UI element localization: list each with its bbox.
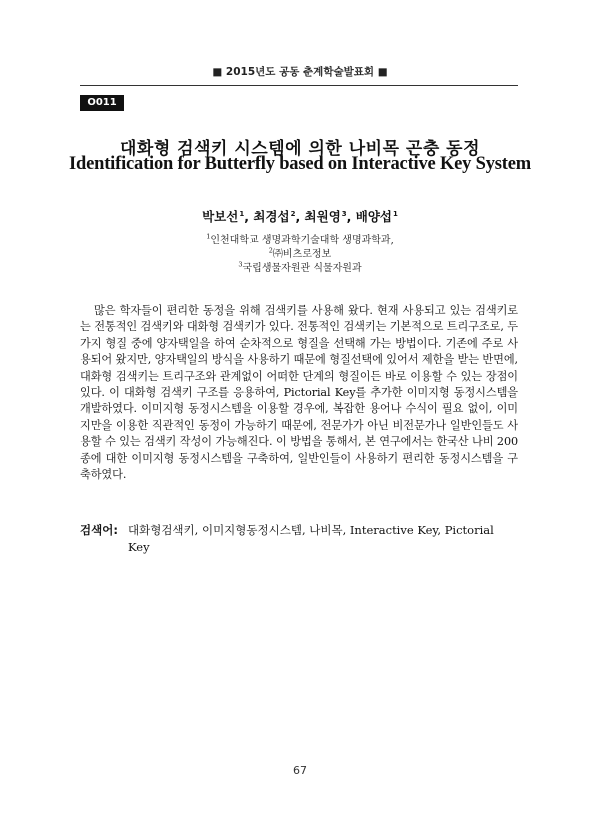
conference-header: ■ 2015년도 공동 춘계학술발표회 ■ (212, 66, 388, 78)
author-name: 배양섭 (355, 209, 392, 224)
author-sup: 2 (290, 209, 296, 218)
keywords-label: 검색어: (80, 523, 118, 537)
author-sup: 1 (393, 209, 398, 218)
affiliation-3 (0, 259, 600, 274)
author-sup: 1 (239, 209, 245, 218)
affiliation-2 (0, 245, 600, 260)
keywords-text: 대화형검색키, 이미지형동정시스템, 나비목, Interactive Key, Pictorial Key (128, 523, 494, 554)
author-list: 박보선$^1$, 최경섭$^2$, 최원영$^3$, 배양섭$^1$ (202, 209, 398, 224)
title-korean: 대화형 검색키 시스템에 의한 나비목 곤충 동정 (119, 139, 481, 159)
title-english: Identification for Butterfly based on Interactive Key System (69, 154, 531, 174)
keywords-block (80, 522, 518, 556)
page-number: 67 (293, 764, 307, 777)
header-divider (80, 85, 518, 86)
author-name: 최경섭 (253, 209, 290, 224)
affiliation-sup: 1 (206, 232, 211, 241)
affiliation-text: ㈜비츠로정보 (272, 249, 332, 260)
affiliation-sup: 3 (238, 260, 243, 269)
abstract-body: 많은 학자들이 편리한 동정을 위해 검색키를 사용해 왔다. 현재 사용되고 있는 검색키로는 전통적인 검색키와 대화형 검색키가 있다. 전통적인 검색키는 기본적으로 트리구조로, 두 가지 형질 중에 양자택일을 하여 순차적으로 형질을 선택해 가는 방법이다. 기존에 주로 사용되어 왔지만, 양자택일의 방식을 사용하기 때문에 형질선택에 있어서 제한을 받는 반면에, 대화형 검색키는 트리구조와 관계없이 어떠한 단계의 형질이든 바로 이용할 수 있는 장점이 있다. 이 대화형 검색키 구조를 응용하여, Pictorial Key를 추가한 이미지형 동정시스템을 개발하였다. 이미지형 동정시스템을 이용할 경우에, 복잡한 용어나 수식이 필요 없이, 이미지만을 이용한 직관적인 동정이 가능하기 때문에, 전문가가 아닌 비전문가나 일반인들도 사용할 수 있는 검색키 작성이 가능해진다. 이 방법을 통해서, 본 연구에서는 한국산 나비 200종에 대한 이미지형 동정시스템을 구축하여, 일반인들이 사용하기 편리한 동정시스템을 구축하였다. (80, 304, 518, 482)
affiliation-text: 인천대학교 생명과학기술대학 생명과학과, (210, 235, 394, 246)
affiliation-sup: 2 (268, 246, 273, 255)
author-name: 최원영 (304, 209, 341, 224)
affiliation-text: 국립생물자원관 식물자원과 (242, 263, 362, 274)
affiliation-1 (0, 231, 600, 246)
author-sup: 3 (341, 209, 347, 218)
author-name: 박보선 (202, 209, 239, 224)
paper-id-badge: O011 (80, 95, 124, 111)
